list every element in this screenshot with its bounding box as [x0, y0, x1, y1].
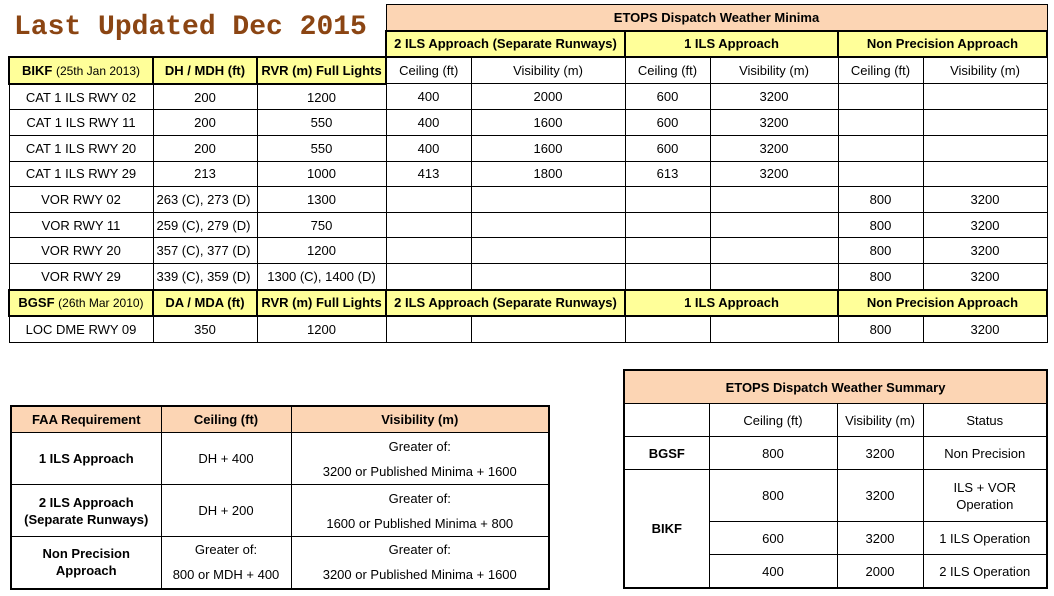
- summary-title: ETOPS Dispatch Weather Summary: [624, 370, 1047, 404]
- etops-minima-title: ETOPS Dispatch Weather Minima: [386, 5, 1047, 31]
- np-ceiling: 800: [838, 316, 923, 342]
- approach-name: CAT 1 ILS RWY 11: [9, 110, 153, 136]
- rvr-header: RVR (m) Full Lights: [257, 290, 386, 317]
- np-visibility: [923, 135, 1047, 161]
- approach-name: VOR RWY 20: [9, 238, 153, 264]
- faa-requirement-table: [10, 405, 550, 590]
- dh-value: 259 (C), 279 (D): [153, 212, 257, 238]
- np-ceiling: [838, 110, 923, 136]
- np-visibility: [923, 84, 1047, 110]
- faa-ceiling: [161, 433, 291, 485]
- summary-airport-bgsf: BGSF: [624, 437, 709, 470]
- dh-value: 200: [153, 135, 257, 161]
- faa-ceiling-line: DH + 400: [198, 451, 254, 466]
- ils2-ceiling: [386, 263, 471, 289]
- ils1-ceiling: [625, 212, 710, 238]
- faa-visibility-line: 3200 or Published Minima + 1600: [322, 567, 517, 583]
- dh-value: 357 (C), 377 (D): [153, 238, 257, 264]
- summary-status: ILS + VOR Operation: [923, 470, 1047, 522]
- bikf-airport-header: BIKF (25th Jan 2013): [9, 57, 153, 84]
- group-header-nonprecision: Non Precision Approach: [838, 290, 1047, 317]
- etops-summary-table: [623, 369, 1048, 589]
- summary-status: 1 ILS Operation: [923, 522, 1047, 555]
- rvr-value: 1200: [257, 238, 386, 264]
- ils2-ceiling: [386, 238, 471, 264]
- faa-requirement: Non Precision Approach: [11, 537, 161, 589]
- ils1-ceiling: [625, 238, 710, 264]
- ils2-visibility: [471, 238, 625, 264]
- summary-status: 2 ILS Operation: [923, 555, 1047, 589]
- ils2-ceiling: [386, 316, 471, 342]
- group-header-1ils: 1 ILS Approach: [625, 290, 838, 317]
- da-mda-header: DA / MDA (ft): [153, 290, 257, 317]
- ils2-ceiling: 400: [386, 84, 471, 110]
- table-row: [9, 161, 1047, 187]
- table-row: [9, 238, 1047, 264]
- summary-visibility: 3200: [837, 522, 923, 555]
- np-ceiling: 800: [838, 238, 923, 264]
- sub-header-visibility: Visibility (m): [471, 57, 625, 84]
- ils2-ceiling: [386, 212, 471, 238]
- table-row: [9, 212, 1047, 238]
- ils2-visibility: 1800: [471, 161, 625, 187]
- faa-ceiling-line: DH + 200: [198, 503, 254, 518]
- ils1-ceiling: [625, 316, 710, 342]
- summary-header-visibility: Visibility (m): [837, 404, 923, 437]
- rvr-value: 1200: [257, 316, 386, 342]
- np-visibility: 3200: [923, 238, 1047, 264]
- np-ceiling: 800: [838, 212, 923, 238]
- summary-ceiling: 400: [709, 555, 837, 589]
- np-visibility: 3200: [923, 187, 1047, 213]
- summary-status: Non Precision: [923, 437, 1047, 470]
- bgsf-airport-header: BGSF (26th Mar 2010): [9, 290, 153, 317]
- table-row: [11, 433, 549, 485]
- approach-name: VOR RWY 02: [9, 187, 153, 213]
- approach-name: LOC DME RWY 09: [9, 316, 153, 342]
- ils1-ceiling: 613: [625, 161, 710, 187]
- faa-visibility-line: 1600 or Published Minima + 800: [326, 515, 514, 531]
- np-ceiling: 800: [838, 263, 923, 289]
- ils2-visibility: 1600: [471, 135, 625, 161]
- summary-header-status: Status: [923, 404, 1047, 437]
- ils1-ceiling: 600: [625, 110, 710, 136]
- dh-value: 200: [153, 84, 257, 110]
- faa-header-requirement: FAA Requirement: [11, 406, 161, 433]
- approach-name: VOR RWY 29: [9, 263, 153, 289]
- ils1-ceiling: [625, 187, 710, 213]
- ils1-ceiling: 600: [625, 135, 710, 161]
- rvr-header: RVR (m) Full Lights: [257, 57, 386, 84]
- faa-ceiling-line: 800 or MDH + 400: [172, 567, 280, 583]
- np-visibility: 3200: [923, 263, 1047, 289]
- rvr-value: 1000: [257, 161, 386, 187]
- ils1-visibility: [710, 238, 838, 264]
- ils1-visibility: 3200: [710, 161, 838, 187]
- dh-value: 200: [153, 110, 257, 136]
- dh-value: 350: [153, 316, 257, 342]
- dh-value: 263 (C), 273 (D): [153, 187, 257, 213]
- table-row: [9, 135, 1047, 161]
- ils1-visibility: [710, 263, 838, 289]
- table-row: [9, 263, 1047, 289]
- ils2-ceiling: [386, 187, 471, 213]
- ils2-visibility: 1600: [471, 110, 625, 136]
- ils2-visibility: 2000: [471, 84, 625, 110]
- group-header-2ils: 2 ILS Approach (Separate Runways): [386, 290, 625, 317]
- rvr-value: 1300: [257, 187, 386, 213]
- ils1-visibility: [710, 316, 838, 342]
- summary-visibility: 2000: [837, 555, 923, 589]
- summary-ceiling: 800: [709, 437, 837, 470]
- faa-header-visibility: Visibility (m): [291, 406, 549, 433]
- etops-minima-table: [8, 4, 1048, 343]
- faa-ceiling-line: Greater of:: [194, 542, 258, 558]
- faa-visibility: [291, 433, 549, 485]
- page-title: Last Updated Dec 2015: [14, 12, 367, 43]
- sub-header-ceiling: Ceiling (ft): [386, 57, 471, 84]
- group-header-2ils: 2 ILS Approach (Separate Runways): [386, 31, 625, 58]
- ils1-visibility: 3200: [710, 135, 838, 161]
- np-ceiling: [838, 135, 923, 161]
- faa-visibility-line: Greater of:: [388, 542, 451, 558]
- table-row: [9, 187, 1047, 213]
- group-header-nonprecision: Non Precision Approach: [838, 31, 1047, 58]
- table-row: [9, 84, 1047, 110]
- table-row: [9, 110, 1047, 136]
- faa-requirement: 2 ILS Approach (Separate Runways): [11, 485, 161, 537]
- group-header-1ils: 1 ILS Approach: [625, 31, 838, 58]
- ils2-visibility: [471, 316, 625, 342]
- table-row: [624, 470, 1047, 522]
- sub-header-visibility: Visibility (m): [923, 57, 1047, 84]
- ils1-visibility: [710, 187, 838, 213]
- dh-value: 213: [153, 161, 257, 187]
- faa-visibility-line: 3200 or Published Minima + 1600: [322, 463, 517, 479]
- faa-visibility: [291, 537, 549, 589]
- faa-visibility-line: Greater of:: [388, 490, 451, 506]
- summary-airport-bikf: BIKF: [624, 470, 709, 589]
- rvr-value: 1200: [257, 84, 386, 110]
- dh-value: 339 (C), 359 (D): [153, 263, 257, 289]
- ils1-visibility: [710, 212, 838, 238]
- ils2-visibility: [471, 263, 625, 289]
- rvr-value: 550: [257, 135, 386, 161]
- np-ceiling: [838, 161, 923, 187]
- rvr-value: 550: [257, 110, 386, 136]
- ils2-ceiling: 413: [386, 161, 471, 187]
- faa-header-ceiling: Ceiling (ft): [161, 406, 291, 433]
- rvr-value: 750: [257, 212, 386, 238]
- table-row: [11, 485, 549, 537]
- np-visibility: 3200: [923, 316, 1047, 342]
- approach-name: VOR RWY 11: [9, 212, 153, 238]
- approach-name: CAT 1 ILS RWY 02: [9, 84, 153, 110]
- table-row: [9, 316, 1047, 342]
- ils1-visibility: 3200: [710, 84, 838, 110]
- dh-mdh-header: DH / MDH (ft): [153, 57, 257, 84]
- approach-name: CAT 1 ILS RWY 20: [9, 135, 153, 161]
- faa-ceiling: [161, 485, 291, 537]
- faa-visibility: [291, 485, 549, 537]
- np-ceiling: 800: [838, 187, 923, 213]
- faa-requirement: 1 ILS Approach: [11, 433, 161, 485]
- faa-ceiling: [161, 537, 291, 589]
- summary-ceiling: 600: [709, 522, 837, 555]
- ils2-visibility: [471, 212, 625, 238]
- ils1-visibility: 3200: [710, 110, 838, 136]
- sub-header-ceiling: Ceiling (ft): [625, 57, 710, 84]
- ils2-ceiling: 400: [386, 110, 471, 136]
- summary-corner: [624, 404, 709, 437]
- rvr-value: 1300 (C), 1400 (D): [257, 263, 386, 289]
- approach-name: CAT 1 ILS RWY 29: [9, 161, 153, 187]
- ils1-ceiling: 600: [625, 84, 710, 110]
- summary-visibility: 3200: [837, 437, 923, 470]
- np-visibility: [923, 110, 1047, 136]
- table-row: [11, 537, 549, 589]
- np-visibility: 3200: [923, 212, 1047, 238]
- ils1-ceiling: [625, 263, 710, 289]
- sub-header-visibility: Visibility (m): [710, 57, 838, 84]
- summary-ceiling: 800: [709, 470, 837, 522]
- faa-visibility-line: Greater of:: [388, 438, 451, 454]
- ils2-visibility: [471, 187, 625, 213]
- summary-visibility: 3200: [837, 470, 923, 522]
- ils2-ceiling: 400: [386, 135, 471, 161]
- summary-header-ceiling: Ceiling (ft): [709, 404, 837, 437]
- np-ceiling: [838, 84, 923, 110]
- np-visibility: [923, 161, 1047, 187]
- sub-header-ceiling: Ceiling (ft): [838, 57, 923, 84]
